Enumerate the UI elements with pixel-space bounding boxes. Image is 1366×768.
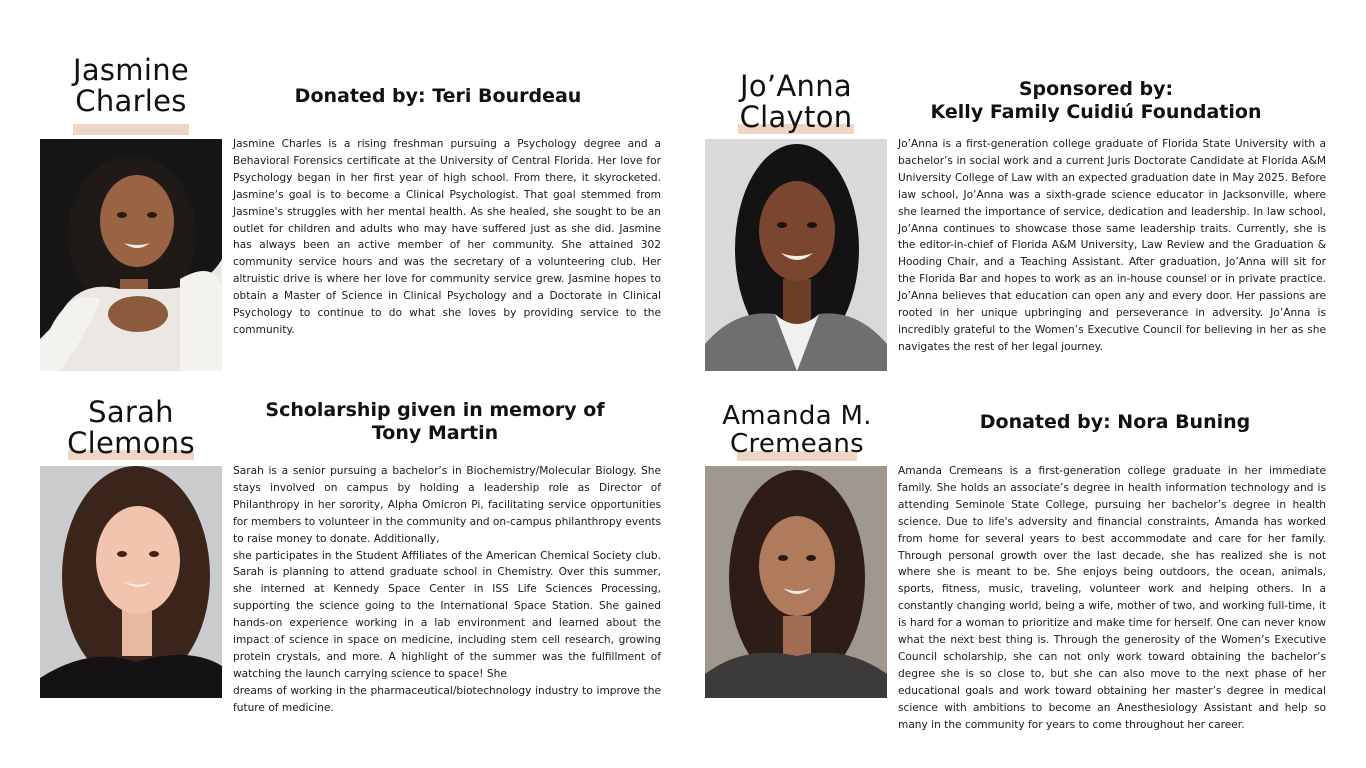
name-highlight xyxy=(73,124,189,135)
portrait-photo-amanda-cremeans xyxy=(705,466,887,698)
scholar-name-jasmine-charles: Jasmine Charles xyxy=(60,55,202,117)
sponsor-sarah-clemons: Scholarship given in memory of Tony Martin xyxy=(265,399,605,444)
bio-joanna-clayton: Jo’Anna is a first-generation college graduate of Florida State University with a bachelor’s in social work and a current Juris Doctorate Candidate at Florida A&M University College of Law with an expected graduation date in May 2025. Before law school, Jo’Anna was a sixth-grade science educator in Jacksonville, where she learned the importance of service, dedication and leadership. In law school, Jo’Anna continues to showcase those same leadership traits. Currently, she is the editor-in-chief of Florida A&M University, Law Review and the Graduation & Hooding Chair, and a Teaching Assistant. After graduation, Jo’Anna will sit for the Florida Bar and hopes to work as an in-house counsel or in private practice. Jo’Anna believes that education can open any and every door. Her passions are rooted in her unique upbringing and perseverance in adversity. Jo’Anna is incredibly grateful to the Women’s Executive Council for believing in her as she navigates the rest of her legal journey. xyxy=(898,138,1326,353)
bio-jasmine-charles: Jasmine Charles is a rising freshman pursuing a Psychology degree and a Behavioral Forensics certificate at the University of Central Florida. Her love for Psychology began in her first year of high school. From there, it skyrocketed. Jasmine’s goal is to become a Clinical Psychologist. That goal stemmed from Jasmine's struggles with her mental health. As she healed, she sought to be an outlet for children and adults who may have suffered just as she did. Jasmine has always been an active member of her community. She attained 302 community service hours and was the secretary of a volunteering club. Her altruistic drive is where her love for community service grew. Jasmine hopes to obtain a Master of Science in Clinical Psychology and a Doctorate in Clinical Psychology to continue to do what she loves by providing service to the community. xyxy=(233,138,661,336)
sponsor-amanda-cremeans: Donated by: Nora Buning xyxy=(979,411,1251,433)
scholar-name-joanna-clayton: Jo’Anna Clayton xyxy=(739,69,853,134)
bio-amanda-cremeans: Amanda Cremeans is a first-generation college graduate in her immediate family. She holds an associate’s degree in health information technology and is attending Seminole State College, pursuing her bachelor’s degree in health science. Due to life's adversity and financial constraints, Amanda has worked from home for several years to best accommodate and care for her family. Through personal growth over the last decade, she has realized she is not where she is meant to be. She enjoys being outdoors, the ocean, animals, sports, fitness, music, traveling, volunteer work and helping others. In a constantly changing world, being a wife, mother of two, and working full-time, it is hard for a woman to prioritize and make time for herself. One can never know what the next best thing is. Through the generosity of the Women’s Executive Council scholarship, she can not only work toward obtaining the bachelor’s degree she is so close to, but she can also move to the next phase of her educational goals and work toward obtaining her master’s degree in medical science with ambitions to become an Anesthesiology Assistant and help so many in the community for years to come throughout her career. xyxy=(898,465,1326,731)
scholar-name-amanda-cremeans: Amanda M. Cremeans xyxy=(722,401,872,459)
sponsor-joanna-clayton: Sponsored by: Kelly Family Cuidiú Foundation xyxy=(930,78,1262,123)
sponsor-jasmine-charles: Donated by: Teri Bourdeau xyxy=(294,85,582,107)
scholar-name-sarah-clemons: Sarah Clemons xyxy=(67,395,195,460)
portrait-photo-sarah-clemons xyxy=(40,466,222,698)
portrait-photo-joanna-clayton xyxy=(705,139,887,371)
portrait-photo-jasmine-charles xyxy=(40,139,222,371)
bio-sarah-clemons: Sarah is a senior pursuing a bachelor’s in Biochemistry/Molecular Biology. She stays involved on campus by holding a leadership role as Director of Philanthropy in her sorority, Alpha Omicron Pi, facilitating service opportunities for members to volunteer in the community and on-campus philanthropy events to raise money to donate. Additionally, she participates in the Student Affiliates of the American Chemical Society club. Sarah is planning to attend graduate school in Chemistry. Over this summer, she interned at Kennedy Space Center in ISS Life Sciences Processing, supporting the science going to the International Space Station. She gained hands-on experience working in a lab environment and learned about the impact of science in space on medicine, including stem cell research, growing protein crystals, and more. A highlight of the summer was the fulfillment of watching the launch carrying science to space! She dreams of working in the pharmaceutical/biotechnology industry to improve the future of medicine. xyxy=(233,465,661,714)
